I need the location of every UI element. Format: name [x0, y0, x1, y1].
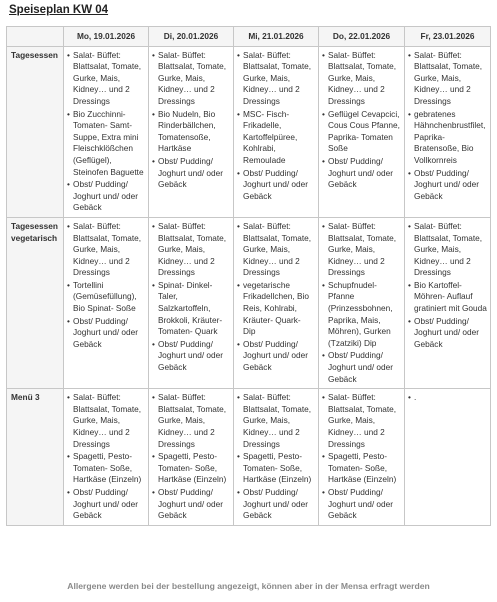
dish-item: • Salat- Büffet: Blattsalat, Tomate, Gurke, Mais, Kidney… und 2 Dressings — [408, 50, 487, 108]
dish-item: • Salat- Büffet: Blattsalat, Tomate, Gurke, Mais, Kidney… und 2 Dressings — [408, 221, 487, 279]
dish-item: • Bio Kartoffel- Möhren- Auflauf gratiniert mit Gouda — [408, 280, 487, 315]
menu-cell — [405, 389, 491, 526]
dish-list — [152, 50, 230, 191]
dish-item: • Obst/ Pudding/ Joghurt und/ oder Gebäck — [237, 168, 315, 203]
dish-item: • Obst/ Pudding/ Joghurt und/ oder Gebäck — [152, 156, 230, 191]
menu-cell — [319, 46, 405, 217]
dish-item: • . — [408, 392, 487, 404]
day-header-di: Di, 20.01.2026 — [149, 27, 234, 47]
dish-item: • Salat- Büffet: Blattsalat, Tomate, Gurke, Mais, Kidney… und 2 Dressings — [322, 50, 401, 108]
dish-item: • Salat- Büffet: Blattsalat, Tomate, Gurke, Mais, Kidney… und 2 Dressings — [322, 392, 401, 450]
dish-item: • Spagetti, Pesto- Tomaten- Soße, Hartkäse (Einzeln) — [67, 451, 145, 486]
table-row-tagesessen-vegetarisch — [7, 217, 491, 388]
day-header-mi: Mi, 21.01.2026 — [234, 27, 319, 47]
dish-item: • gebratenes Hähnchenbrustfilet, Paprika- Bratensoße, Bio Vollkornreis — [408, 109, 487, 167]
dish-item: • Obst/ Pudding/ Joghurt und/ oder Gebäck — [408, 168, 487, 203]
dish-item: • Obst/ Pudding/ Joghurt und/ oder Gebäck — [322, 350, 401, 385]
dish-item: • Obst/ Pudding/ Joghurt und/ oder Gebäck — [408, 316, 487, 351]
table-row-tagesessen — [7, 46, 491, 217]
dish-list — [322, 392, 401, 522]
day-header-mo: Mo, 19.01.2026 — [64, 27, 149, 47]
dish-item: • Obst/ Pudding/ Joghurt und/ oder Gebäck — [237, 487, 315, 522]
menu-cell — [149, 389, 234, 526]
menu-cell — [319, 217, 405, 388]
dish-list — [67, 392, 145, 522]
dish-item: • Salat- Büffet: Blattsalat, Tomate, Gurke, Mais, Kidney… und 2 Dressings — [152, 50, 230, 108]
dish-list — [152, 221, 230, 374]
menu-cell — [234, 217, 319, 388]
menu-cell — [64, 389, 149, 526]
dish-item: • Obst/ Pudding/ Joghurt und/ oder Gebäck — [67, 487, 145, 522]
dish-item: • vegetarische Frikadellchen, Bio Reis, Kohlrabi, Kräuter- Quark- Dip — [237, 280, 315, 338]
menu-cell — [149, 46, 234, 217]
dish-list — [67, 221, 145, 351]
corner-cell — [7, 27, 64, 47]
menu-cell — [234, 389, 319, 526]
allergen-note: Allergene werden bei der bestellung angezeigt, können aber in der Mensa erfragt werden — [67, 581, 430, 591]
table-row-menu-3 — [7, 389, 491, 526]
dish-item: • Salat- Büffet: Blattsalat, Tomate, Gurke, Mais, Kidney… und 2 Dressings — [237, 221, 315, 279]
menu-cell — [64, 46, 149, 217]
dish-list — [152, 392, 230, 522]
dish-list — [408, 392, 487, 404]
dish-item: • Obst/ Pudding/ Joghurt und/ oder Gebäck — [152, 487, 230, 522]
dish-item: • Bio Nudeln, Bio Rinderbällchen, Tomatensoße, Hartkäse — [152, 109, 230, 155]
dish-item: • Obst/ Pudding/ Joghurt und/ oder Gebäck — [322, 156, 401, 191]
menu-cell — [319, 389, 405, 526]
menu-table — [6, 26, 491, 526]
dish-item: • Obst/ Pudding/ Joghurt und/ oder Gebäck — [322, 487, 401, 522]
row-label: Menü 3 — [7, 389, 64, 526]
dish-item: • Salat- Büffet: Blattsalat, Tomate, Gurke, Mais, Kidney… und 2 Dressings — [67, 221, 145, 279]
row-label: Tagesessen — [7, 46, 64, 217]
dish-item: • Spagetti, Pesto- Tomaten- Soße, Hartkäse (Einzeln) — [322, 451, 401, 486]
dish-item: • Schupfnudel- Pfanne (Prinzessbohnen, Paprika, Mais, Möhren), Gurken (Tzatziki) Dip — [322, 280, 401, 350]
dish-item: • Obst/ Pudding/ Joghurt und/ oder Gebäck — [237, 339, 315, 374]
dish-list — [237, 221, 315, 374]
page-title: Speiseplan KW 04 — [9, 4, 109, 16]
dish-item: • Salat- Büffet: Blattsalat, Tomate, Gurke, Mais, Kidney… und 2 Dressings — [152, 392, 230, 450]
dish-item: • Obst/ Pudding/ Joghurt und/ oder Gebäck — [67, 179, 145, 214]
menu-cell — [234, 46, 319, 217]
dish-list — [237, 392, 315, 522]
dish-list — [322, 50, 401, 191]
dish-item: • Geflügel Cevapcici, Cous Cous Pfanne, Paprika- Tomaten Soße — [322, 109, 401, 155]
dish-list — [322, 221, 401, 385]
menu-cell — [64, 217, 149, 388]
dish-list — [408, 221, 487, 351]
day-header-do: Do, 22.01.2026 — [319, 27, 405, 47]
menu-cell — [405, 46, 491, 217]
dish-item: • Salat- Büffet: Blattsalat, Tomate, Gurke, Mais, Kidney… und 2 Dressings — [322, 221, 401, 279]
menu-cell — [149, 217, 234, 388]
dish-item: • Obst/ Pudding/ Joghurt und/ oder Gebäck — [67, 316, 145, 351]
dish-item: • Spagetti, Pesto- Tomaten- Soße, Hartkäse (Einzeln) — [152, 451, 230, 486]
dish-item: • Bio Zucchinni- Tomaten- Samt- Suppe, Extra mini Fleischklößchen (Geflügel), Steinofen Baguette — [67, 109, 145, 179]
dish-item: • Spinat- Dinkel- Taler, Salzkartoffeln, Brokkoli, Kräuter- Tomaten- Quark — [152, 280, 230, 338]
dish-item: • Salat- Büffet: Blattsalat, Tomate, Gurke, Mais, Kidney… und 2 Dressings — [67, 392, 145, 450]
dish-item: • Salat- Büffet: Blattsalat, Tomate, Gurke, Mais, Kidney… und 2 Dressings — [237, 50, 315, 108]
dish-list — [237, 50, 315, 203]
dish-item: • Salat- Büffet: Blattsalat, Tomate, Gurke, Mais, Kidney… und 2 Dressings — [237, 392, 315, 450]
dish-list — [67, 50, 145, 214]
dish-item: • Salat- Büffet: Blattsalat, Tomate, Gurke, Mais, Kidney… und 2 Dressings — [152, 221, 230, 279]
row-label: Tagesessen vegetarisch — [7, 217, 64, 388]
dish-list — [408, 50, 487, 203]
day-header-row — [7, 27, 491, 47]
menu-cell — [405, 217, 491, 388]
dish-item: • Tortellini (Gemüsefüllung), Bio Spinat- Soße — [67, 280, 145, 315]
day-header-fr: Fr, 23.01.2026 — [405, 27, 491, 47]
dish-item: • Obst/ Pudding/ Joghurt und/ oder Gebäck — [152, 339, 230, 374]
dish-item: • Salat- Büffet: Blattsalat, Tomate, Gurke, Mais, Kidney… und 2 Dressings — [67, 50, 145, 108]
dish-item: • Spagetti, Pesto- Tomaten- Soße, Hartkäse (Einzeln) — [237, 451, 315, 486]
dish-item: • MSC- Fisch- Frikadelle, Kartoffelpüree, Kohlrabi, Remoulade — [237, 109, 315, 167]
